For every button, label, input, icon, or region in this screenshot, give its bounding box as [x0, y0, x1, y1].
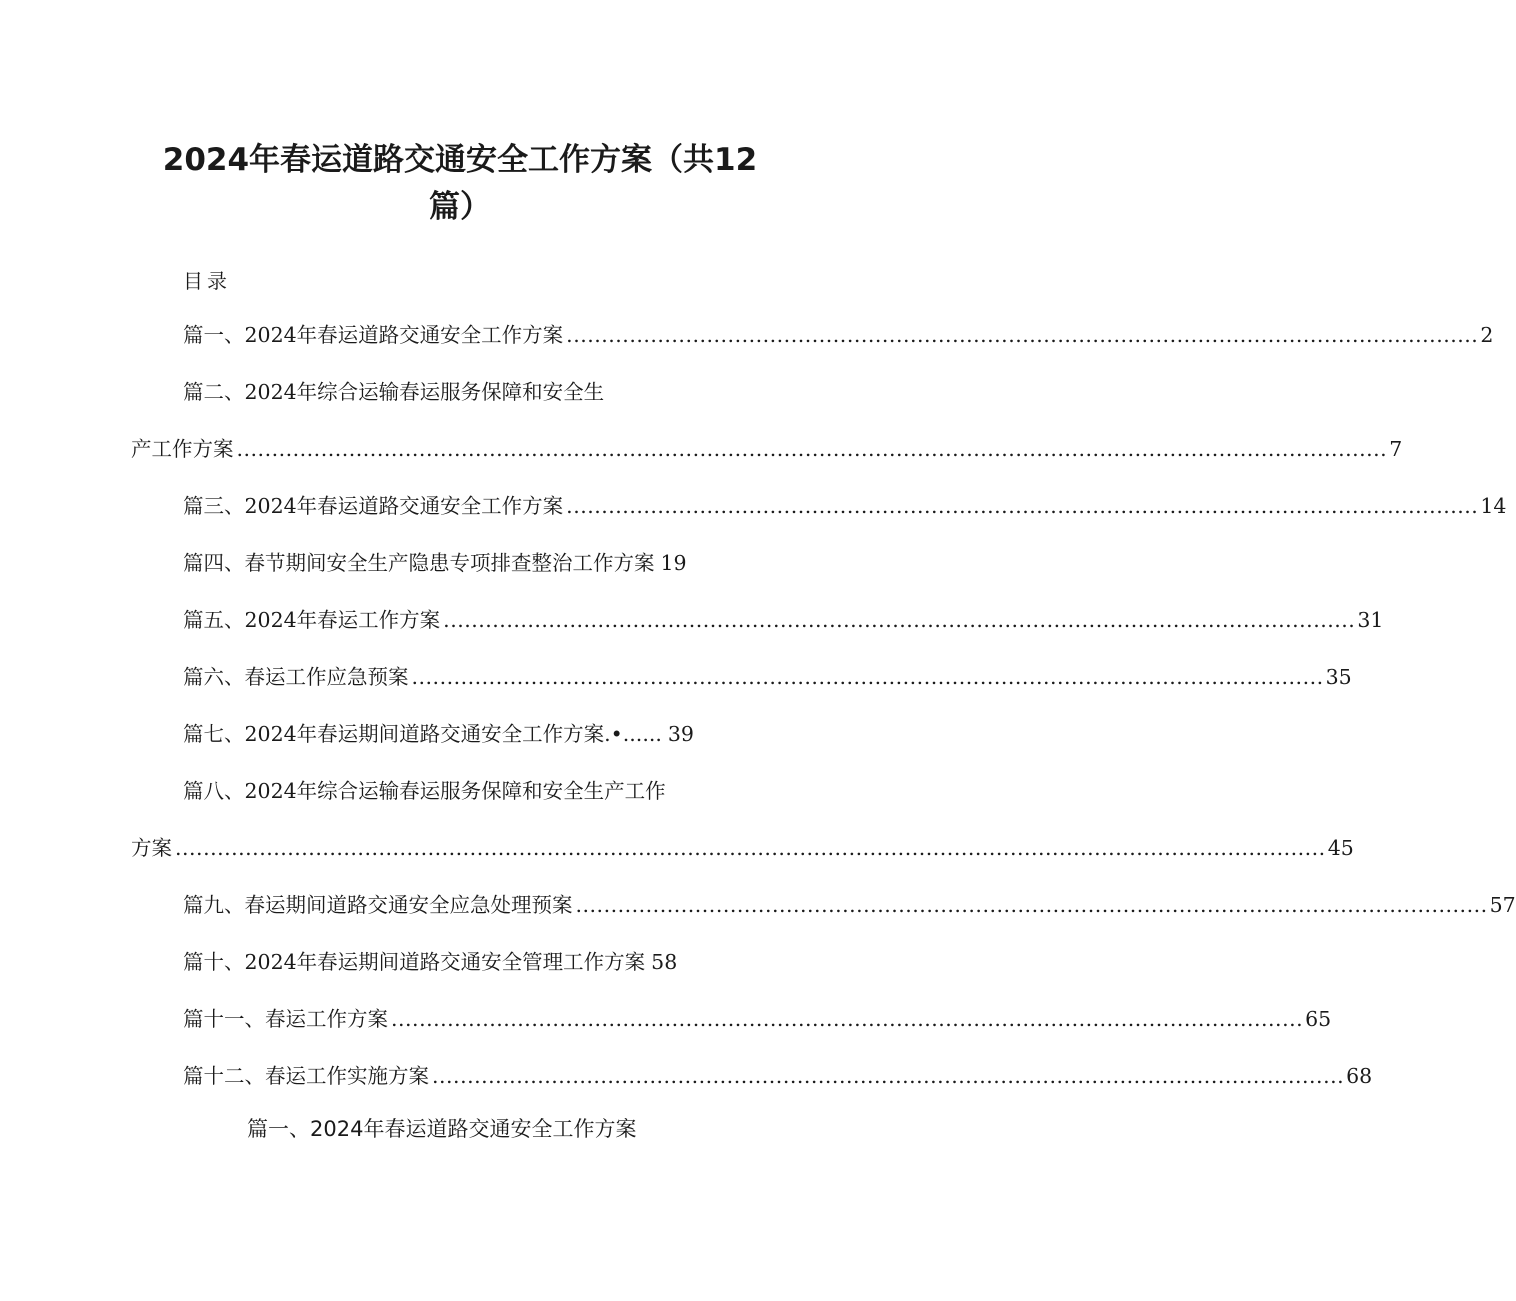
toc-entry-page: 14	[1480, 494, 1507, 518]
toc-entry[interactable]	[183, 1002, 1332, 1036]
toc-entry-page: 58	[651, 950, 678, 974]
toc-entry-page: 39	[667, 722, 694, 746]
toc-entry[interactable]	[183, 603, 1384, 637]
toc-entry[interactable]	[183, 1059, 1373, 1093]
toc-leader-dots: ..................................................................................................................................	[566, 494, 1479, 518]
toc-leader-dots: ..................................................................................................................................	[443, 608, 1356, 632]
toc-entry-continuation[interactable]	[131, 432, 1403, 466]
toc-entry[interactable]	[183, 489, 1507, 523]
toc-entry[interactable]	[183, 774, 666, 808]
section-heading: 篇一、2024年春运道路交通安全工作方案	[247, 1117, 637, 1141]
toc-entry[interactable]	[183, 546, 687, 580]
toc-entry-label: 方案	[131, 836, 172, 860]
toc-entry-label: 篇十二、春运工作实施方案	[183, 1064, 429, 1088]
toc-entry-page: 57	[1489, 893, 1516, 917]
document-title-line-2: 篇）	[429, 189, 491, 225]
toc-entry-page: 65	[1305, 1007, 1332, 1031]
toc-entry[interactable]	[183, 660, 1352, 694]
toc-entry-label: 篇十一、春运工作方案	[183, 1007, 388, 1031]
toc-entry[interactable]	[183, 375, 604, 409]
toc-entry[interactable]	[183, 717, 694, 751]
document-title-line-1: 2024年春运道路交通安全工作方案（共12	[162, 142, 758, 178]
toc-entry-label: 篇六、春运工作应急预案	[183, 665, 409, 689]
toc-leader-dots: ..................................................................................................................................	[391, 1007, 1304, 1031]
toc-leader-dots: ..................................................................................................................................	[575, 893, 1488, 917]
toc-entry[interactable]	[183, 888, 1516, 922]
toc-entry-label: 篇三、2024年春运道路交通安全工作方案	[183, 494, 564, 518]
toc-entry-page: 7	[1389, 437, 1403, 461]
toc-entry-label: 篇七、2024年春运期间道路交通安全工作方案.•......	[183, 722, 662, 746]
toc-entry-label: 产工作方案	[131, 437, 234, 461]
toc-leader-dots: ....................................................................................................................................................................	[236, 437, 1388, 461]
toc-entry[interactable]	[183, 318, 1494, 352]
toc-entry-label: 篇四、春节期间安全生产隐患专项排查整治工作方案	[183, 551, 655, 575]
toc-entry-page: 31	[1357, 608, 1384, 632]
toc-entry-label: 篇五、2024年春运工作方案	[183, 608, 441, 632]
toc-leader-dots: ..................................................................................................................................	[411, 665, 1324, 689]
toc-leader-dots: ..................................................................................................................................	[432, 1064, 1345, 1088]
toc-entry-label: 篇十、2024年春运期间道路交通安全管理工作方案	[183, 950, 646, 974]
toc-entry-label: 篇八、2024年综合运输春运服务保障和安全生产工作	[183, 779, 666, 803]
toc-entry-label: 篇九、春运期间道路交通安全应急处理预案	[183, 893, 573, 917]
toc-entry-continuation[interactable]	[131, 831, 1354, 865]
toc-entry-page: 45	[1327, 836, 1354, 860]
toc-entry-page: 2	[1480, 323, 1494, 347]
toc-leader-dots: ..................................................................................................................................	[566, 323, 1479, 347]
toc-entry-label: 篇二、2024年综合运输春运服务保障和安全生	[183, 380, 605, 404]
toc-entry-label: 篇一、2024年春运道路交通安全工作方案	[183, 323, 564, 347]
toc-entry-page: 35	[1325, 665, 1352, 689]
toc-heading: 目录	[183, 269, 231, 293]
toc-entry-page: 68	[1346, 1064, 1373, 1088]
toc-entry-page: 19	[660, 551, 687, 575]
toc-entry[interactable]	[183, 945, 677, 979]
toc-leader-dots: ....................................................................................................................................................................	[175, 836, 1326, 860]
